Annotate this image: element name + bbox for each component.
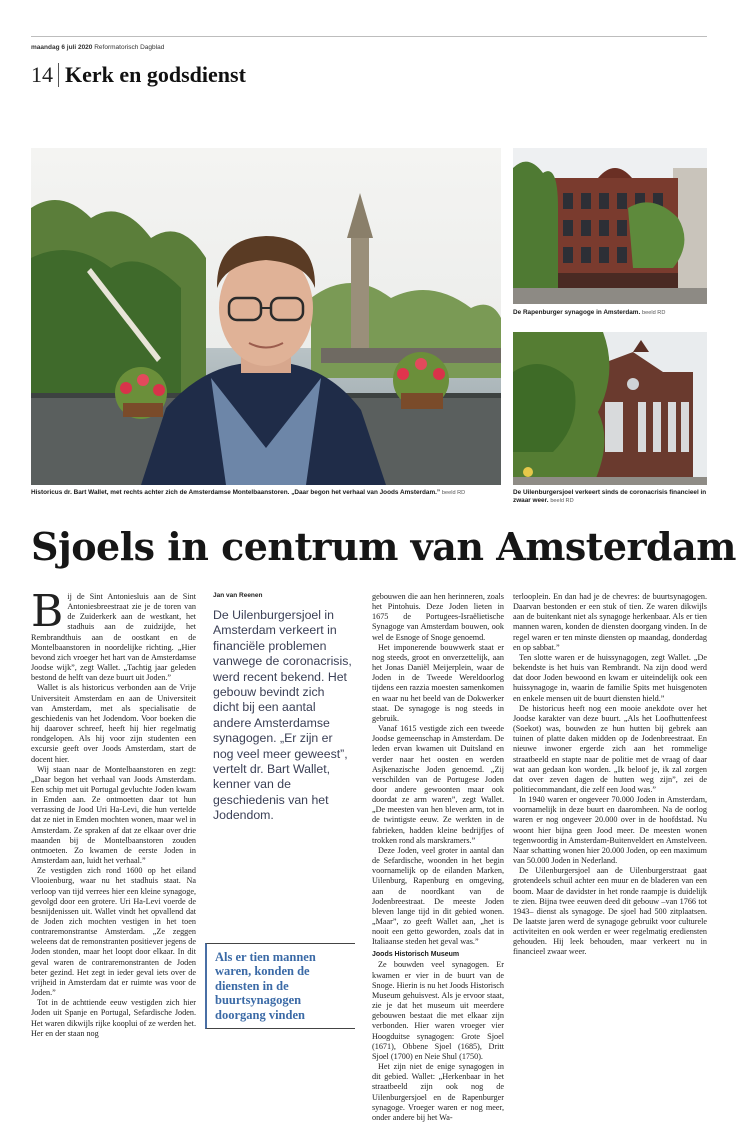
caption-main-photo [31,489,501,497]
caption-bottom-right-photo [513,489,707,506]
col1-paragraph: Tot in de achttiende eeuw vestigden zich hier Joden uit Spanje en Portugal, Sefardische Joden. Het waren dikwijls rijke kooplui of ze werden het. Her en der staan nog [31,998,196,1038]
col2-paragraph: gebouwen die aan hen herinneren, zoals het Pintohuis. Deze Joden lieten in 1675 de Portugees-Israëlietische Synagoge van Amsterdam bouwen, ook wel de Esnoge of Snoge genoemd. [372,592,504,642]
col3-paragraph: De historicus heeft nog een mooie anekdote over het Joodse karakter van deze buurt. „Als het Loofhuttenfeest (Soekot) was, bouwden ze hun hutten bij gebrek aan tuinen of platte daken midden op de Jodenbreestraat. En nieuwe inwoner ergerde zich aan het rommelige straatbeeld en stapte naar de politie met de vraag of daar wat aan gedaan kon worden. „Ik beloof je, ik zal zorgen dat over zeven dagen de hutten weg zijn”, zei de politiecommandant, die zelf een Jood was.” [513,703,707,794]
article-column-2 [372,592,504,1122]
caption-main-credit: beeld RD [441,490,466,496]
publication-name: Reformatorisch Dagblad [94,44,165,51]
col2-paragraph: Het imponerende bouwwerk staat er nog steeds, groot en onverzettelijk, aan het Jonas Daniël Meijerplein, waar de Joden in de Tweede Wereldoorlog tijdens een razzia moesten samenkomen en waar nu het beeld van de Dokwerker staat. De synagoge is nog steeds in gebruik. [372,642,504,723]
col3-paragraph: Ten slotte waren er de huissynagogen, zegt Wallet. „De bekendste is het huis van Rembrandt. Na zijn dood werd dat door Joden bewoond en kwam er uiteindelijk ook een huissynagoge in, waarin de familie Spits met huisgenoten en enkele mensen uit de buurt diensten hield.” [513,652,707,703]
drop-cap: B [31,586,64,637]
col1-paragraph: Ze vestigden zich rond 1600 op het eiland Vlooienburg, waar nu het stadhuis staat. Na verloop van tijd verrees hier een kleine synagoge, gevolgd door een grotere. Uri Ha-Levi voerde de besnijdenissen uit. Wallet vindt het opvallend dat de Joden zich mochten vestigen in het toen contraremonstrantse Amsterdam. „Ze zeggen weleens dat de remonstranten positiever jegens de Joden stonden, maar het loopt door elkaar. In dit geval waren de contraremonstranten de Joden beter gezind. Het zegt in ieder geval iets over de vrijheid in Amsterdam dat er ruimte was voor de Joden.” [31,866,196,998]
col2-paragraph: Deze Joden, veel groter in aantal dan de Sefardische, woonden in het begin voornamelijk op de eilanden Marken, Uilenburg, Rapenburg en omgeving, aan de noordkant van de Jodenbreestraat. De meeste Joden bleven lange tijd in dit gebied wonen. „Maar”, zo geeft Wallet aan, „het is nooit een getto geworden, zoals dat in Italiaanse steden het geval was.” [372,845,504,947]
col3-paragraph: In 1940 waren er ongeveer 70.000 Joden in Amsterdam, voornamelijk in deze buurt en daaromheen. Na de oorlog waren er nog ongeveer 20.000 over in de hoofdstad. Nu woont hier bijna geen Jood meer. De meesten wonen tegenwoordig in Amsterdam-Buitenveldert en Amstelveen. Naar schatting wonen hier 20.000 Joden, op een maximum van 50.000 Joden in Nederland. [513,795,707,866]
section-header [31,60,246,90]
page-number: 14 [31,63,59,87]
caption-top-right-credit: beeld RD [642,310,666,316]
photo-main-portrait [31,148,501,485]
top-rule [31,36,707,37]
issue-date: maandag 6 juli 2020 [31,44,93,51]
photo-uilenburgersjoel [513,332,707,485]
caption-bottom-right-credit: beeld RD [550,498,574,505]
photo-rapenburger-synagoge [513,148,707,304]
caption-main-text: Historicus dr. Bart Wallet, met rechts achter zich de Amsterdamse Montelbaanstoren. „Daar begon het verhaal van Joods Amsterdam.” [31,489,441,496]
col2-paragraph: Vanaf 1615 vestigde zich een tweede Joodse gemeenschap in Amsterdam. De leden ervan kwamen uit Duitsland en verder naar het oosten en werden Asjkenazische Joden genoemd. „Zij verschilden van de Portugese Joden door andere gewoonten maar ook doordat ze arm waren”, zegt Wallet. „De meesten van hen bleven arm, tot in de twintigste eeuw. Ze werkten in de fabrieken, hadden kleine bedrijfjes of trokken rond als marskramers.” [372,724,504,845]
article-headline: Sjoels in centrum van Amsterdam [31,524,736,569]
caption-top-right-photo [513,309,707,317]
col3-paragraph: De Uilenburgersjoel aan de Uilenburgerstraat gaat grotendeels schuil achter een muur en de bladeren van een boom. Maar de davidster in het ronde raampje is duidelijk te zien. Bijna twee eeuwen deed dit gebouw –van 1766 tot 1943– dienst als synagoge. De sjoel had 500 zitplaatsen. De laatste jaren werd de synagoge gebruikt voor culturele activiteiten en ook werden er weer regelmatig erediensten gehouden. Hij leek behouden, maar verkeert nu in financieel zwaar weer. [513,866,707,957]
col3-paragraph: terlooplein. En dan had je de chevres: de buurtsynagogen. Daarvan bestonden er een stuk of tien. Ze waren dikwijls aan de buitenkant niet als synagoge herkenbaar. Als er tien mannen waren, konden de diensten doorgang vinden. In de regel waren er ten minste diensten op maandag, donderdag en op sabbat.” [513,592,707,652]
pull-quote-text: Als er tien mannen waren, konden de diensten in de buurtsynagogen doorgang vinden [215,950,316,1022]
caption-top-right-text: De Rapenburger synagoge in Amsterdam. [513,309,641,316]
col2-subheading: Joods Historisch Museum [372,951,460,959]
pull-quote [205,943,355,1029]
article-column-3 [513,592,707,1037]
col2-paragraph: Het zijn niet de enige synagogen in dit gebied. Wallet: „Herkenbaar in het straatbeeld zijn ook nog de Uilenburgersjoel en de Rapenburger synagoge. Vroeger waren er nog meer, onder andere bij het Wa- [372,1062,504,1122]
caption-bottom-right-text: De Uilenburgersjoel verkeert sinds de coronacrisis financieel in zwaar weer. [513,489,707,505]
col2-paragraph: Ze bouwden veel synagogen. Er kwamen er vier in de buurt van de Snoge. Hierin is nu het Joods Historisch Museum gehuisvest. Als je ervoor staat, zie je dat het museum uit meerdere gebouwen bestaat die met elkaar zijn verbonden. Hier waren vroeger vier Hoogduitse synagogen: Grote Sjoel (1671), Obbene Sjoel (1685), Dritt Sjoel (1700) en Neie Shul (1750). [372,960,504,1061]
article-column-1 [31,586,196,1038]
col1-paragraph: Wij staan naar de Montelbaanstoren en zegt: „Daar begon het verhaal van Joods Amsterdam. Een schip met uit Portugal gevluchte Joden kwam in Emden aan. Ze ontmoetten daar tot hun verrassing de Jood Uri Ha-Levi, die hun vertelde dat ze niet in Emden mochten wonen, maar wel in Amsterdam. Ze spraken af dat ze elkaar over drie maanden bij de Montelbaanstoren zouden ontmoeten. Zo kwamen de eerste Joden in Amsterdam aan, luidt het verhaal.” [31,764,196,866]
col1-paragraph: Wallet is als historicus verbonden aan de Vrije Universiteit Amsterdam en aan de Universiteit van Amsterdam, met als specialisatie de geschiedenis van het Jodendom. Voor boeken die hij daarover schreef, heeft hij hier regelmatig rondgelopen. Als hij voor zijn studenten een excursie geeft over Joods Amsterdam, start de docent hier. [31,683,196,764]
article-intro: De Uilenburgersjoel in Amsterdam verkeert in financiële problemen vanwege de coronacrisis, werd recent bekend. Het gebouw bevindt zich dicht bij een aantal andere Amsterdamse synagogen. „Er zijn er nog veel meer geweest”, vertelt dr. Bart Wallet, kenner van de geschiedenis van het Jodendom. [213,608,352,823]
dateline [31,44,164,51]
section-title: Kerk en godsdienst [65,62,246,87]
col1-paragraph: ij de Sint Antoniesluis aan de Sint Antoniesbreestraat zie je de toren van de Zuiderkerk aan de westkant, het stadhuis aan de zuidzijde, het Rembrandthuis aan de oostkant en de Montelbaanstoren in noordelijke richting. „Hier bevond zich vroeger het hart van de Amsterdamse Joodse wijk”, zegt Wallet. „Tachtig jaar geleden bestond de helft van deze buurt uit Joden.” [31,592,196,683]
article-author: Jan van Reenen [213,592,263,599]
